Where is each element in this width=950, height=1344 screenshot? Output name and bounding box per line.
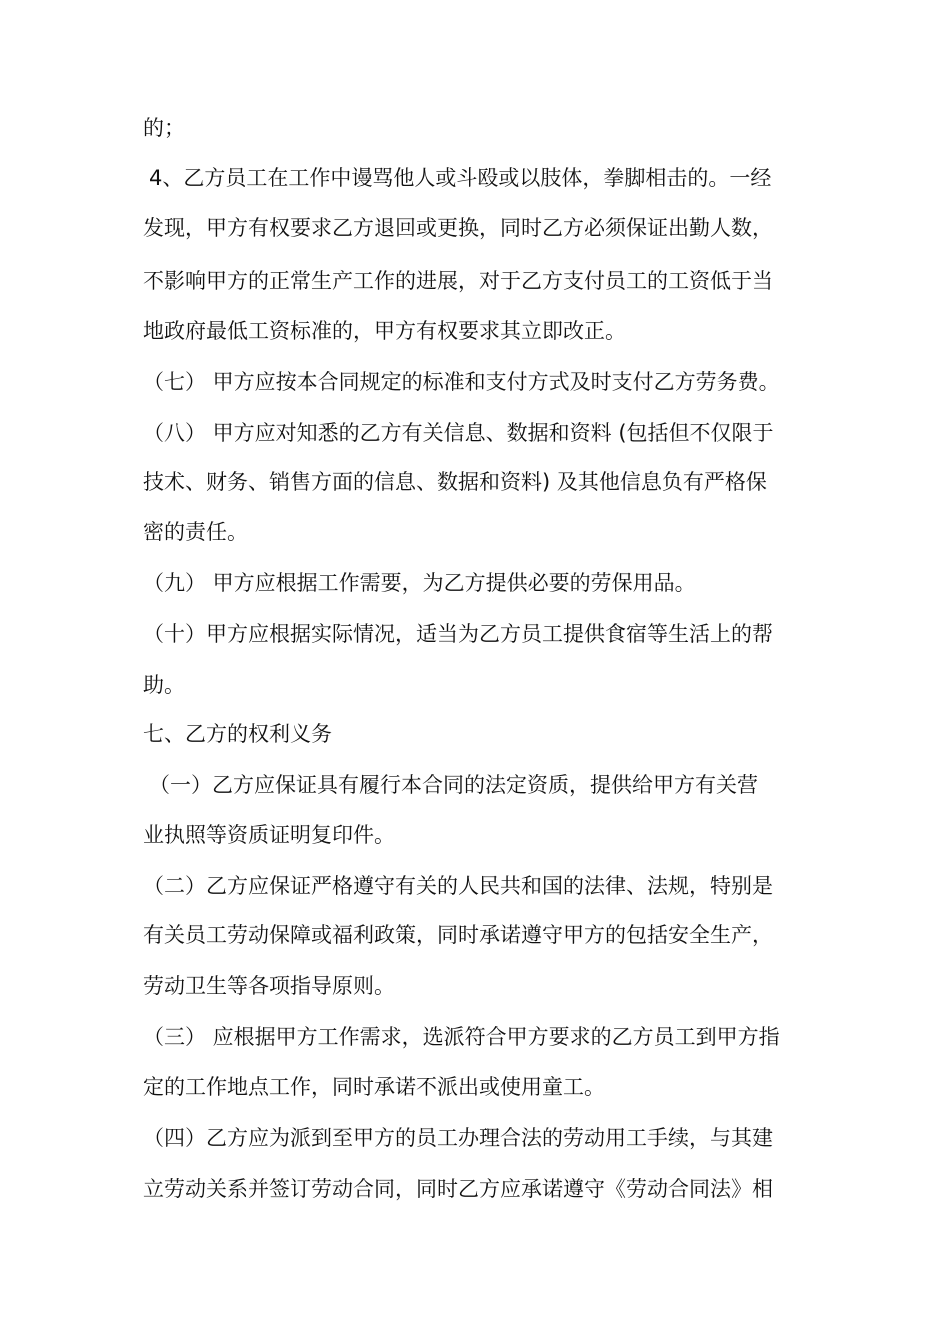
text-line: （十）甲方应根据实际情况，适当为乙方员工提供食宿等生活上的帮 xyxy=(143,622,773,646)
text-line: 助。 xyxy=(143,673,185,697)
text-line: 发现，甲方有权要求乙方退回或更换，同时乙方必须保证出勤人数， xyxy=(143,216,773,240)
section-heading: 七、乙方的权利义务 xyxy=(143,722,332,746)
text-line: 立劳动关系并签订劳动合同，同时乙方应承诺遵守《劳动合同法》相 xyxy=(143,1177,773,1201)
text-line: 有关员工劳动保障或福利政策，同时承诺遵守甲方的包括安全生产， xyxy=(143,923,773,947)
text-line: 4、乙方员工在工作中谩骂他人或斗殴或以肢体，拳脚相击的。一经 xyxy=(149,166,772,190)
text-line: （一）乙方应保证具有履行本合同的法定资质，提供给甲方有关营 xyxy=(149,773,758,797)
text-line: 技术、财务、销售方面的信息、数据和资料) 及其他信息负有严格保 xyxy=(143,470,767,494)
text-line: （七） 甲方应按本合同规定的标准和支付方式及时支付乙方劳务费。 xyxy=(143,370,780,394)
text-line: 密的责任。 xyxy=(143,520,248,544)
text-line: 的； xyxy=(143,116,185,140)
text-line: 定的工作地点工作，同时承诺不派出或使用童工。 xyxy=(143,1075,605,1099)
text-line: （二）乙方应保证严格遵守有关的人民共和国的法律、法规，特别是 xyxy=(143,874,773,898)
text-line: （九） 甲方应根据工作需要，为乙方提供必要的劳保用品。 xyxy=(143,571,696,595)
text-line: 不影响甲方的正常生产工作的进展，对于乙方支付员工的工资低于当 xyxy=(143,269,773,293)
text-line: 地政府最低工资标准的，甲方有权要求其立即改正。 xyxy=(143,319,626,343)
text-line: 业执照等资质证明复印件。 xyxy=(143,823,395,847)
text-line: 劳动卫生等各项指导原则。 xyxy=(143,974,395,998)
text-line: （三） 应根据甲方工作需求，选派符合甲方要求的乙方员工到甲方指 xyxy=(143,1025,780,1049)
text-line: （四）乙方应为派到至甲方的员工办理合法的劳动用工手续，与其建 xyxy=(143,1126,773,1150)
text-line: （八） 甲方应对知悉的乙方有关信息、数据和资料 (包括但不仅限于 xyxy=(143,421,774,445)
